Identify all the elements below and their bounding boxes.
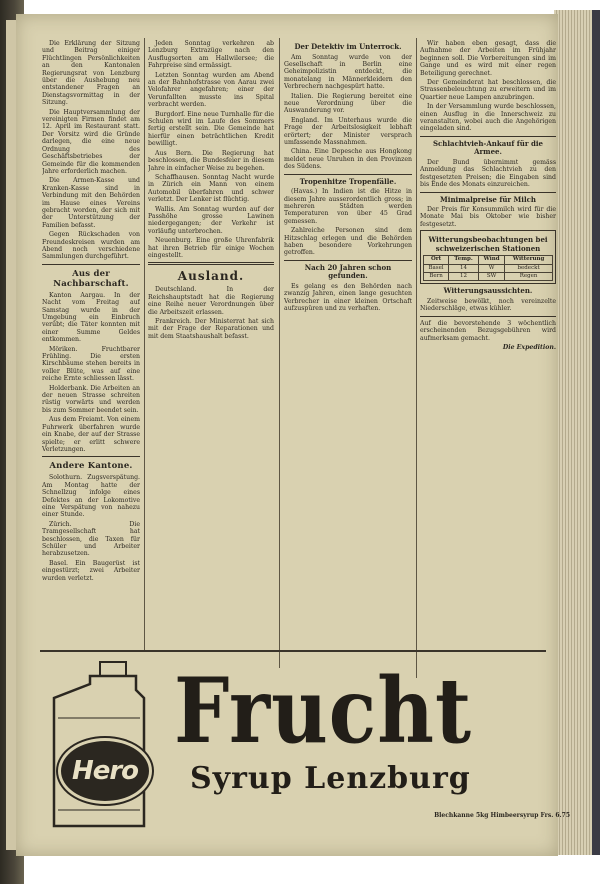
paragraph: Wir haben eben gesagt, dass die Aufnahme der Arbeiten im Frühjahr beginnen soll. Die Vorbereitungen sind im Gange und es wird mit einer regen Beteiligung gerechnet. — [420, 40, 556, 77]
ad-price-line: Blechkanne 5kg Himbeersyrup Frs. 6.75 — [434, 812, 570, 819]
paragraph: Es gelang es den Behörden nach zwanzig Jahren, einen lange gesuchten Verbrecher in einer kleinen Ortschaft aufzuspüren und zu verhaften. — [284, 282, 412, 312]
notice-heading: Schlachtvieh-Ankauf für die Armee. — [432, 138, 544, 157]
table-row — [424, 273, 553, 281]
column-rule — [279, 38, 280, 668]
paragraph: Schaffhausen. Sonntag Nacht wurde in Zürich ein Mann von einem Automobil überfahren und schwer verletzt. Der Lenker ist flüchtig. — [148, 173, 274, 204]
divider — [420, 316, 556, 317]
notice-heading: Witterungsaussichten. — [443, 286, 533, 296]
paragraph: Holderbank. Die Arbeiten an der neuen Strasse schreiten rüstig vorwärts und werden bis zum Sommer beendet sein. — [42, 384, 140, 414]
paragraph: Deutschland. In der Reichshauptstadt hat die Regierung eine Reihe neuer Verordnungen über die Arbeitszeit erlassen. — [148, 286, 274, 316]
signature: Die Expedition. — [502, 343, 556, 351]
table-row — [424, 264, 553, 272]
section-heading: Andere Kantone. — [49, 461, 133, 472]
table-cell: bedeckt — [505, 264, 553, 272]
section-heading: Aus der Nachbarschaft. — [53, 268, 129, 289]
table-header: Temp. — [449, 256, 479, 264]
paragraph: Zürich. Die Tramgesellschaft hat beschlossen, die Taxen für Schüler und Arbeiter herabzusetzen. — [42, 520, 140, 558]
paragraph: Letzten Sonntag wurden am Abend an der Bahnhofstrasse von Aarau zwei Velofahrer angefahren; einer der Verunfallten musste ins Spital verbracht werden. — [148, 71, 274, 109]
paragraph: Die Hauptversammlung der vereinigten Firmen findet am 12. April im Restaurant statt. Der Vorsitz wird die Gründe darlegen, die eine neue Ordnung des Geschäftsbetriebes der Gemeinde für die kommenden Jahre erforderlich machen. — [42, 108, 140, 175]
table-header: Wind — [478, 256, 504, 264]
divider — [284, 174, 412, 175]
article-heading: Tropenhitze Tropenfälle. — [299, 176, 397, 186]
divider — [148, 262, 274, 265]
column-2 — [148, 40, 274, 670]
column-rule — [144, 38, 145, 650]
book-spine-shadow — [592, 10, 600, 855]
paragraph: Basel. Ein Baugerüst ist eingestürzt; zwei Arbeiter wurden verletzt. — [42, 559, 140, 582]
divider — [284, 260, 412, 261]
paragraph: Möriken. Fruchtbarer Frühling. Die ersten Kirschbäume stehen bereits in voller Blüte, was auf eine reiche Ernte schliessen lässt. — [42, 345, 140, 383]
table-cell: Bern — [424, 273, 449, 281]
table-cell: 14 — [449, 264, 479, 272]
paragraph: Frankreich. Der Ministerrat hat sich mit der Frage der Reparationen und mit dem Staatshaushalt befasst. — [148, 318, 274, 340]
paragraph: Gegen Rückschaden von Freundeskreisen wurden am Abend noch verschiedene Sammlungen durchgeführt. — [42, 231, 140, 261]
paragraph: Auf die bevorstehende 3 wöchentlich erscheinenden Bezugsgebühren wird aufmerksam gemacht. — [420, 319, 556, 342]
table-cell: 12 — [449, 273, 479, 281]
paragraph: Der Gemeinderat hat beschlossen, die Strassenbeleuchtung zu erweitern und im Quartier neue Lampen anzubringen. — [420, 79, 556, 101]
paragraph: Kanton Aargau. In der Nacht vom Freitag auf Samstag wurde in der Umgebung ein Einbruch verübt; die Täter konnten mit einer Summe Geldes entkommen. — [42, 291, 140, 344]
weather-heading: Witterungsbeobachtungen bei schweizerischen Stationen — [428, 235, 548, 253]
paragraph: England. Im Unterhaus wurde die Frage der Arbeitslosigkeit lebhaft erörtert; der Minister versprach umfassende Massnahmen. — [284, 116, 412, 146]
paragraph: Solothurn. Zugsverspätung. Am Montag hatte der Schnellzug infolge eines Defektes an der Lokomotive eine Verspätung von nahezu einer Stunde. — [42, 474, 140, 519]
table-cell: SW — [478, 273, 504, 281]
article-heading: Nach 20 Jahren schon gefunden. — [304, 262, 392, 281]
article-heading: Der Detektiv im Unterrock. — [294, 42, 402, 51]
column-1 — [42, 40, 140, 650]
paragraph: Italien. Die Regierung bereitet eine neue Verordnung über die Auswanderung vor. — [284, 92, 412, 115]
table-header-row — [424, 256, 553, 264]
ad-subtitle: Syrup Lenzburg — [190, 761, 471, 796]
paragraph: Zeitweise bewölkt, noch vereinzelte Niederschläge, etwas kühler. — [420, 297, 556, 313]
paragraph: In der Versammlung wurde beschlossen, einen Ausflug in die Innerschweiz zu veranstalten, wobei auch die Angehörigen eingeladen sind. — [420, 103, 556, 133]
weather-table — [423, 255, 553, 281]
table-header: Witterung — [505, 256, 553, 264]
paragraph: Der Preis für Konsummilch wird für die Monate Mai bis Oktober wie bisher festgesetzt. — [420, 206, 556, 228]
divider — [420, 192, 556, 193]
column-3 — [284, 40, 412, 560]
column-rule — [416, 38, 417, 678]
notice-heading: Minimalpreise für Milch — [440, 194, 536, 204]
column-4 — [420, 40, 556, 680]
paragraph: Der Bund übernimmt gemäss Anmeldung das Schlachtvieh zu den festgesetzten Preisen; die Eingaben sind bis Ende des Monats einzureichen. — [420, 158, 556, 189]
paragraph: Die Erklärung der Sitzung und Beitrag einiger Flüchtlingen Persönlichkeiten an den Kantonalen Regierungsrat von Lenzburg über die Aushebung neu entstandener Fragen an Dienstagsvormittag in der Sitzung. — [42, 40, 140, 107]
paragraph: Jeden Sonntag verkehren ab Lenzburg Extrazüge nach den Ausflugsorten am Hallwilersee; die Fahrpreise sind ermässigt. — [148, 40, 274, 70]
table-cell: Regen — [505, 273, 553, 281]
newspaper-page — [16, 14, 570, 856]
divider — [42, 264, 140, 265]
paragraph: Neuenburg. Eine große Uhrenfabrik hat ihren Betrieb für einige Wochen eingestellt. — [148, 237, 274, 259]
table-cell: W — [478, 264, 504, 272]
divider — [420, 136, 556, 137]
paragraph: China. Eine Depesche aus Hongkong meldet neue Unruhen in den Provinzen des Südens. — [284, 148, 412, 171]
hero-advertisement — [40, 650, 570, 838]
paragraph: Burgdorf. Eine neue Turnhalle für die Schulen wird im Laufe des Sommers fertig erstellt sein. Die Gemeinde hat hierfür einen beträchtlichen Kredit bewilligt. — [148, 110, 274, 148]
paragraph: Aus Bern. Die Regierung hat beschlossen, die Bundesfeier in diesem Jahre in einfacher Weise zu begehen. — [148, 149, 274, 172]
hero-logo: Hero — [58, 738, 152, 804]
section-heading: Ausland. — [177, 269, 245, 284]
table-cell: Basel — [424, 264, 449, 272]
ad-title: Frucht — [174, 659, 473, 765]
paragraph: Die Armen-Kasse und Kranken-Kasse sind in Verbindung mit den Behörden im Hause eines Vereins gebracht worden, der sich mit der Unterstützung der Familien befasst. — [42, 177, 140, 229]
table-header: Ort — [424, 256, 449, 264]
paragraph: Am Sonntag wurde von der Gesellschaft in Berlin eine Geheimpolizistin entdeckt, die monatelang in Männerkleidern den Verbrechern nachgespürt hatte. — [284, 53, 412, 91]
paragraph: Aus dem Freiamt. Von einem Fuhrwerk überfahren wurde ein Knabe, der auf der Strasse spielte; er erlitt schwere Verletzungen. — [42, 416, 140, 453]
divider — [42, 456, 140, 457]
paragraph: (Havas.) In Indien ist die Hitze in diesem Jahre ausserordentlich gross; in mehreren Städten werden Temperaturen von über 45 Grad gemessen. — [284, 188, 412, 225]
weather-notice — [420, 230, 556, 284]
paragraph: Zahlreiche Personen sind dem Hitzschlag erlegen und die Behörden haben besondere Vorkehrungen getroffen. — [284, 227, 412, 257]
paragraph: Wallis. Am Sonntag wurden auf der Passhöhe grosse Lawinen niedergegangen; der Verkehr ist vorläufig unterbrochen. — [148, 205, 274, 235]
